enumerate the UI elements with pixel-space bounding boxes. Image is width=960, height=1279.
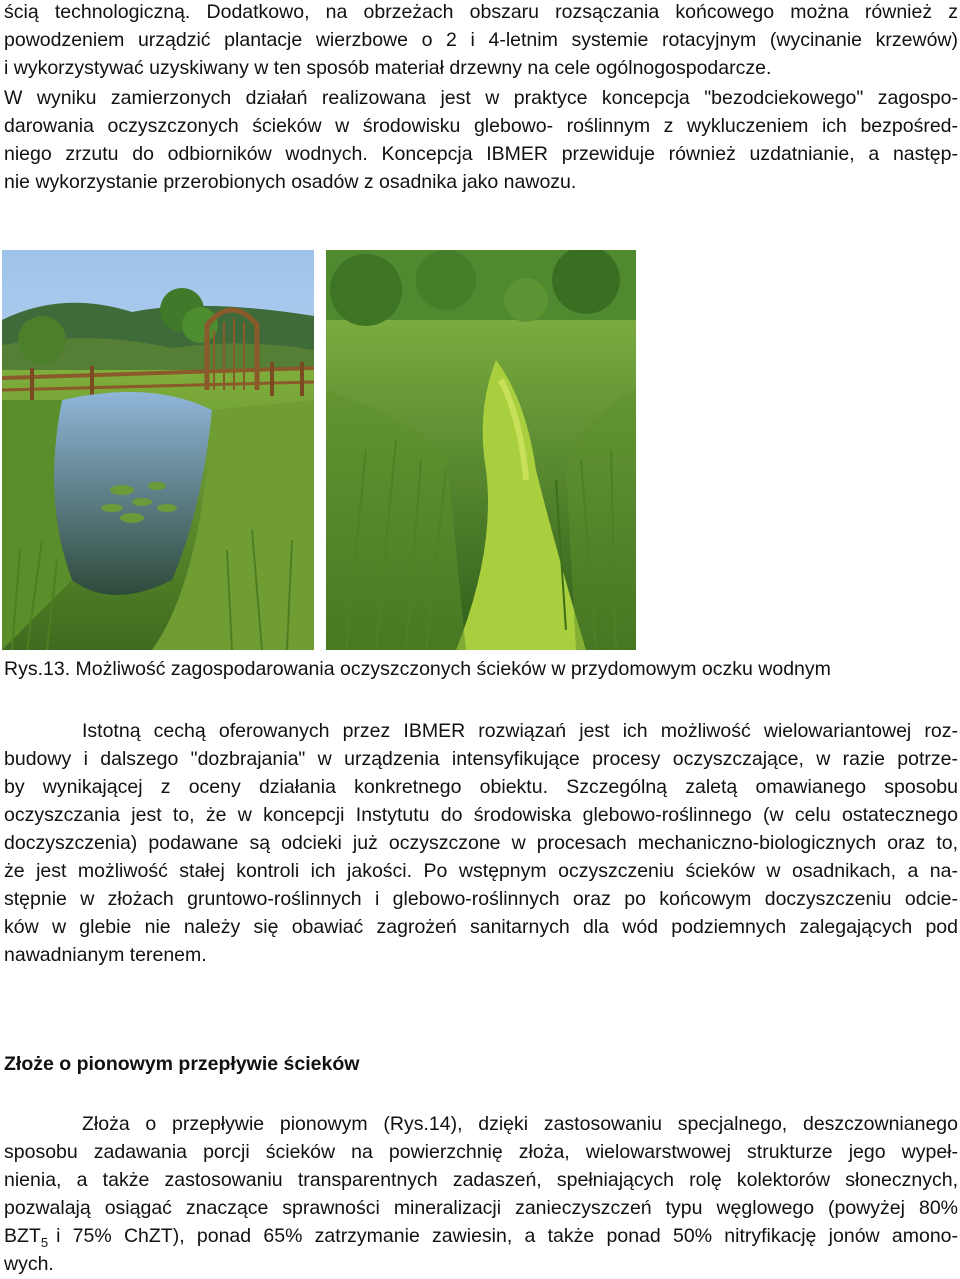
text-line: niego zrzutu do odbiorników wodnych. Koncepcja IBMER przewiduje również uzdatnianie, a następ- bbox=[4, 143, 958, 165]
text-line: oczyszczania jest to, że w koncepcji Instytutu do środowiska glebowo-roślinnego (w celu ostatecznego bbox=[4, 804, 958, 826]
text-line: nie wykorzystanie przerobionych osadów z osadnika jako nawozu. bbox=[4, 171, 577, 193]
text-line: nawadnianym terenem. bbox=[4, 944, 207, 966]
bzt-label: $BZT_5$ bbox=[4, 1225, 49, 1250]
text-line: budowy i dalszego "dozbrajania" w urządzenia intensyfikujące procesy oczyszczające, w razie potrze- bbox=[4, 748, 958, 770]
text-line: doczyszczenia) podawane są odcieki już oczyszczone w procesach mechaniczno-biologicznych oraz to, bbox=[4, 832, 958, 854]
text-line: ścią technologiczną. Dodatkowo, na obrzeżach obszaru rozsączania końcowego można również z bbox=[4, 1, 958, 23]
pond-photo bbox=[2, 250, 314, 650]
text-line: wych. bbox=[4, 1253, 54, 1275]
section-heading: Złoże o pionowym przepływie ścieków bbox=[4, 1053, 360, 1075]
text-line: że jest możliwość stałej kontroli ich jakości. Po wstępnym oczyszczeniu ścieków w osadnikach, a na- bbox=[4, 860, 958, 882]
text-line: i wykorzystywać uzyskiwany w ten sposób materiał drzewny na cele ogólnogospodarcze. bbox=[4, 57, 772, 79]
text-line: Istotną cechą oferowanych przez IBMER rozwiązań jest ich możliwość wielowariantowej roz- bbox=[82, 720, 958, 742]
text-line: Złoża o przepływie pionowym (Rys.14), dzięki zastosowaniu specjalnego, deszczownianego bbox=[82, 1113, 958, 1135]
text-line: ków w glebie nie należy się obawiać zagrożeń sanitarnych dla wód podziemnych zalegających pod bbox=[4, 916, 958, 938]
duckweed-channel-photo bbox=[326, 250, 636, 650]
text-line: nienia, a także zastosowaniu transparentnych zadaszeń, spełniających rolę kolektorów słonecznych, bbox=[4, 1169, 958, 1191]
text-segment: i 75% ChZT), ponad 65% zatrzymanie zawiesin, a także ponad 50% nitryfikację jonów amono- bbox=[56, 1225, 958, 1247]
figure-caption: Rys.13. Możliwość zagospodarowania oczyszczonych ścieków w przydomowym oczku wodnym bbox=[4, 658, 831, 680]
text-line: sposobu zadawania porcji ścieków na powierzchnię złoża, wielowarstwowej strukturze jego wypeł- bbox=[4, 1141, 958, 1163]
text-line: by wynikającej z oceny działania konkretnego obiektu. Szczególną zaletą omawianego sposobu bbox=[4, 776, 958, 798]
text-line: darowania oczyszczonych ścieków w środowisku glebowo- roślinnym z wykluczeniem ich bezpośred- bbox=[4, 115, 958, 137]
text-line: W wyniku zamierzonych działań realizowana jest w praktyce koncepcja "bezodciekowego" zagospo- bbox=[4, 87, 958, 109]
text-line: stępnie w złożach gruntowo-roślinnych i glebowo-roślinnych oraz po końcowym doczyszczeniu odcie- bbox=[4, 888, 958, 910]
text-line bbox=[4, 1222, 958, 1257]
text-line: powodzeniem urządzić plantacje wierzbowe o 2 i 4-letnim systemie rotacyjnym (wycinanie krzewów) bbox=[4, 29, 958, 51]
text-line: pozwalają osiągać znaczące sprawności mineralizacji zanieczyszczeń typu węglowego (powyżej 80% bbox=[4, 1197, 958, 1219]
